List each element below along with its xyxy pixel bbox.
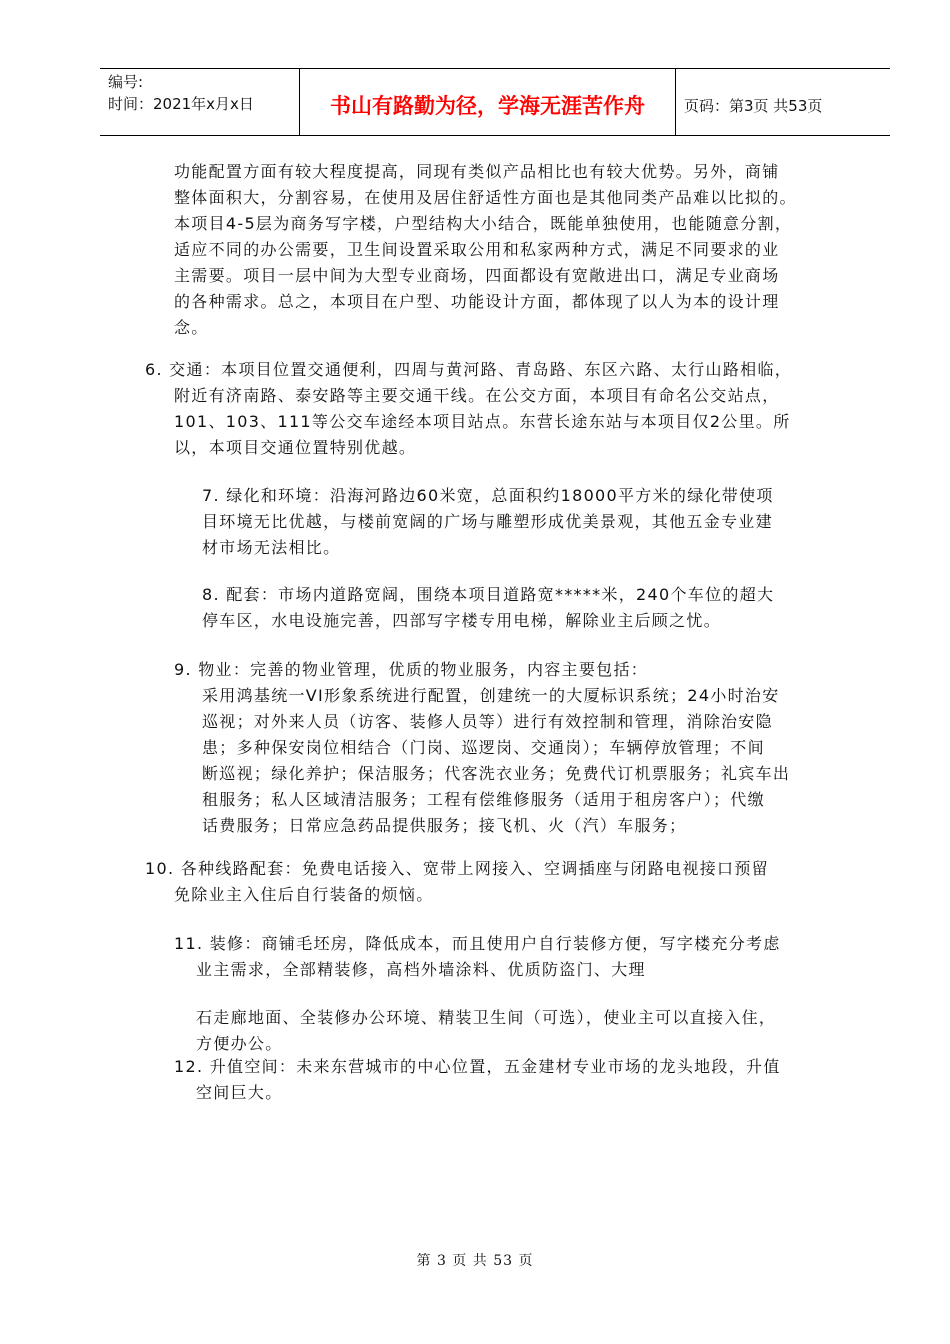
page-footer: 第 3 页 共 53 页 <box>416 1253 534 1269</box>
text-line: 101、103、111等公交车途经本项目站点。东营长途东站与本项目仅2公里。所 <box>174 412 791 431</box>
text-line: 话费服务；日常应急药品提供服务；接飞机、火（汽）车服务； <box>202 816 687 835</box>
text-line: 整体面积大，分割容易，在使用及居住舒适性方面也是其他同类产品难以比拟的。 <box>174 188 797 207</box>
text-line: 念。 <box>174 318 209 337</box>
text-line: 12. 升值空间：未来东营城市的中心位置，五金建材专业市场的龙头地段，升值 <box>174 1057 781 1076</box>
text-line: 石走廊地面、全装修办公环境、精装卫生间（可选），使业主可以直接入住， <box>196 1008 777 1027</box>
paragraph-facilities <box>202 582 774 634</box>
paragraph-property <box>174 657 790 839</box>
text-line: 10. 各种线路配套：免费电话接入、宽带上网接入、空调插座与闭路电视接口预留 <box>145 859 769 878</box>
document-number-label: 编号: <box>108 73 144 91</box>
text-line: 7. 绿化和环境：沿海河路边60米宽，总面积约18000平方米的绿化带使项 <box>202 486 774 505</box>
text-line: 目环境无比优越，与楼前宽阔的广场与雕塑形成优美景观，其他五金专业建 <box>202 512 773 531</box>
text-line: 主需要。项目一层中间为大型专业商场，四面都设有宽敞进出口，满足专业商场 <box>174 266 780 285</box>
text-line: 材市场无法相比。 <box>202 538 341 557</box>
text-line: 9. 物业：完善的物业管理，优质的物业服务，内容主要包括： <box>174 660 649 679</box>
text-line: 空间巨大。 <box>196 1083 283 1102</box>
header-motto: 书山有路勤为径，学海无涯苦作舟 <box>300 69 676 135</box>
text-line: 断巡视；绿化养护；保洁服务；代客洗衣业务；免费代订机票服务；礼宾车出 <box>202 764 791 783</box>
document-time-label: 时间：2021年x月x日 <box>108 95 254 113</box>
text-line: 巡视；对外来人员（访客、装修人员等）进行有效控制和管理，消除治安隐 <box>202 712 773 731</box>
text-line: 采用鸿基统一VI形象系统进行配置，创建统一的大厦标识系统；24小时治安 <box>202 686 780 705</box>
header-meta <box>100 69 300 135</box>
header-page-info: 页码：第3页 共53页 <box>684 96 823 115</box>
paragraph-appreciation <box>174 1054 781 1106</box>
text-line: 免除业主入住后自行装备的烦恼。 <box>174 885 434 904</box>
paragraph-decoration <box>174 931 781 983</box>
text-line: 方便办公。 <box>196 1034 283 1053</box>
paragraph-design <box>174 159 797 341</box>
text-line: 的各种需求。总之，本项目在户型、功能设计方面，都体现了以人为本的设计理 <box>174 292 780 311</box>
paragraph-decoration-continued <box>196 1005 776 1057</box>
text-line: 停车区，水电设施完善，四部写字楼专用电梯，解除业主后顾之忧。 <box>202 611 722 630</box>
text-line: 11. 装修：商铺毛坯房，降低成本，而且使用户自行装修方便，写字楼充分考虑 <box>174 934 781 953</box>
paragraph-greening <box>202 483 774 561</box>
text-line: 6. 交通：本项目位置交通便利，四周与黄河路、青岛路、东区六路、太行山路相临， <box>145 360 793 379</box>
text-line: 以，本项目交通位置特别优越。 <box>174 438 417 457</box>
paragraph-lines <box>145 856 769 908</box>
text-line: 8. 配套：市场内道路宽阔，围绕本项目道路宽*****米，240个车位的超大 <box>202 585 775 604</box>
text-line: 租服务；私人区域清洁服务；工程有偿维修服务（适用于租房客户）；代缴 <box>202 790 765 809</box>
text-line: 本项目4-5层为商务写字楼，户型结构大小结合，既能单独使用，也能随意分割， <box>174 214 793 233</box>
page-header <box>100 68 890 136</box>
paragraph-traffic <box>145 357 792 461</box>
text-line: 适应不同的办公需要，卫生间设置采取公用和私家两种方式，满足不同要求的业 <box>174 240 780 259</box>
text-line: 业主需求，全部精装修，高档外墙涂料、优质防盗门、大理 <box>196 960 646 979</box>
text-line: 患；多种保安岗位相结合（门岗、巡逻岗、交通岗）；车辆停放管理；不间 <box>202 738 765 757</box>
text-line: 附近有济南路、泰安路等主要交通干线。在公交方面，本项目有命名公交站点， <box>174 386 780 405</box>
text-line: 功能配置方面有较大程度提高，同现有类似产品相比也有较大优势。另外，商铺 <box>174 162 780 181</box>
